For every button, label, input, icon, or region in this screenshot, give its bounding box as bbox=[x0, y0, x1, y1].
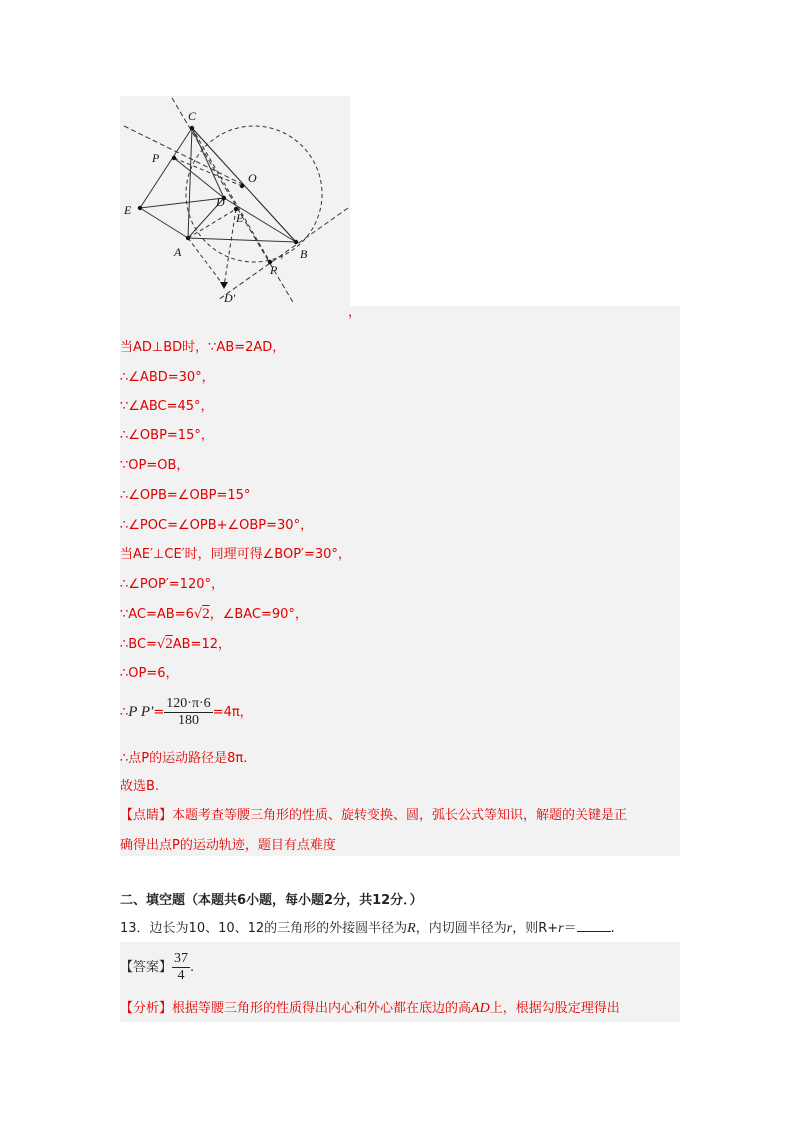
solution-line-15: 故选B. bbox=[120, 779, 160, 794]
answer-dot: . bbox=[190, 960, 195, 975]
line-c-pprime bbox=[192, 128, 270, 262]
label-o: O bbox=[248, 171, 257, 185]
circle-o bbox=[186, 126, 322, 262]
solution-line-17: 确得出点P的运动轨迹，题目有点难度 bbox=[120, 838, 336, 853]
figure-trailing-comma: ， bbox=[348, 305, 362, 320]
analysis-ad: AD bbox=[471, 1001, 490, 1016]
solution-line-4: ∴∠OBP=15°， bbox=[120, 428, 214, 443]
analysis-part-a: 【分析】根据等腰三角形的性质得出内心和外心都在底边的高 bbox=[120, 1001, 472, 1016]
solution-line-8: 当AE′⊥CE′时，同理可得∠BOP′=30°， bbox=[120, 547, 351, 562]
q13-part-c: ，则R+ bbox=[512, 921, 559, 936]
line-e2-dprime bbox=[224, 209, 236, 286]
question-13 bbox=[120, 919, 615, 938]
label-p: P bbox=[152, 151, 160, 165]
segment-e-d bbox=[140, 198, 224, 208]
line-a-e2 bbox=[188, 209, 236, 238]
label-e-prime: E bbox=[236, 211, 244, 225]
label-p-prime-mark: ′ bbox=[280, 253, 283, 267]
fraction-numerator: 120·π·6 bbox=[166, 696, 211, 711]
solution-line-12: ∴OP=6， bbox=[120, 666, 179, 681]
segment-d-b bbox=[224, 198, 296, 242]
line-10-part-b: ，∠BAC=90°， bbox=[209, 607, 308, 622]
answer-denominator: 4 bbox=[177, 968, 185, 983]
solution-line-2: ∴∠ABD=30°， bbox=[120, 370, 215, 385]
arc-pp-prime: P P′ bbox=[128, 704, 154, 720]
radicand-2: 2 bbox=[202, 606, 210, 622]
solution-line-5: ∵OP=OB， bbox=[120, 458, 190, 473]
answer-line bbox=[120, 950, 194, 986]
answer-fraction bbox=[172, 951, 190, 984]
solution-line-10 bbox=[120, 605, 308, 624]
analysis-part-b: 上，根据勾股定理得出 bbox=[489, 1001, 620, 1016]
line-a-dprime bbox=[188, 238, 224, 286]
radicand-2: 2 bbox=[165, 636, 173, 652]
solution-line-7: ∴∠POC=∠OPB+∠OBP=30°， bbox=[120, 518, 314, 533]
line-13-equals: = bbox=[153, 705, 165, 720]
segment-c-d bbox=[192, 128, 224, 198]
segment-e-a bbox=[140, 208, 188, 238]
geometry-figure bbox=[120, 96, 352, 308]
line-13-result: =4π， bbox=[212, 705, 253, 720]
segment-e-c bbox=[140, 128, 192, 208]
line-left-top bbox=[124, 126, 242, 184]
label-d: D bbox=[216, 195, 225, 209]
line-10-part-a: ∵AC=AB=6 bbox=[120, 607, 194, 622]
solution-line-13 bbox=[120, 694, 253, 731]
q13-part-a: 13．边长为10、10、12的三角形的外接圆半径为 bbox=[120, 921, 408, 936]
fraction-denominator: 180 bbox=[177, 713, 199, 728]
label-b: B bbox=[300, 247, 308, 261]
solution-line-14: ∴点P的运动路径是8π. bbox=[120, 751, 248, 766]
solution-line-9: ∴∠POP′=120°， bbox=[120, 577, 224, 592]
q13-var-r-big: R bbox=[407, 921, 416, 936]
solution-line-16: 【点睛】本题考查等腰三角形的性质、旋转变换、圆，弧长公式等知识，解题的关键是正 bbox=[120, 808, 628, 823]
radical-sign: √ bbox=[156, 637, 166, 652]
label-e: E bbox=[124, 203, 132, 217]
q13-part-d: ＝ bbox=[563, 921, 577, 936]
answer-numerator: 37 bbox=[174, 951, 189, 966]
radical-sign: √ bbox=[193, 607, 203, 622]
line-11-part-b: AB=12， bbox=[172, 637, 231, 652]
solution-line-3: ∵∠ABC=45°， bbox=[120, 399, 214, 414]
line-13-therefore: ∴ bbox=[120, 705, 129, 720]
analysis-line bbox=[120, 1000, 620, 1018]
segment-p-d bbox=[174, 158, 224, 198]
q13-part-e: . bbox=[610, 921, 615, 936]
q13-var-r: r bbox=[506, 921, 513, 936]
answer-label: 【答案】 bbox=[120, 960, 173, 975]
label-d-prime: D′ bbox=[224, 291, 236, 305]
q13-part-b: ，内切圆半径为 bbox=[415, 921, 507, 936]
q13-var-r-2: r bbox=[558, 921, 564, 936]
solution-line-11 bbox=[120, 635, 231, 654]
answer-blank bbox=[577, 919, 611, 932]
solution-line-1: 当AD⊥BD时，∵AB=2AD， bbox=[120, 340, 286, 355]
label-p-prime: P bbox=[270, 263, 278, 277]
solution-line-6: ∴∠OPB=∠OBP=15° bbox=[120, 488, 251, 503]
line-11-part-a: ∴BC= bbox=[120, 637, 157, 652]
label-c: C bbox=[188, 109, 197, 123]
label-a: A bbox=[174, 245, 182, 259]
arc-length-fraction bbox=[164, 696, 212, 729]
section-heading: 二、填空题（本题共6小题，每小题2分，共12分．） bbox=[120, 893, 423, 908]
